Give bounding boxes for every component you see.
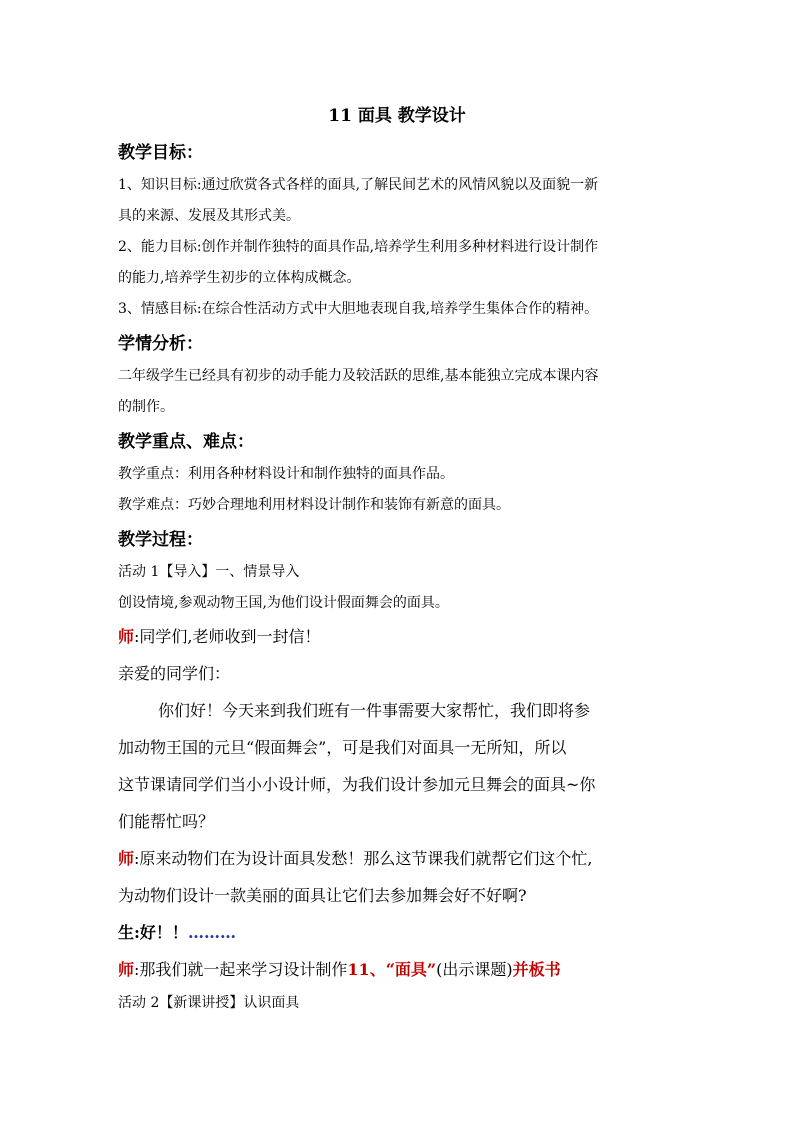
keypoint-line: 教学难点：巧妙合理地利用材料设计制作和装饰有新意的面具。: [118, 497, 510, 513]
teacher-text: :原来动物们在为设计面具发愁！那么这节课我们就帮它们这个忙,: [134, 849, 593, 868]
teacher-label: 师: [118, 960, 135, 979]
student-line: [118, 920, 236, 943]
goal-line: 3、情感目标:在综合性活动方式中大胆地表现自我,培养学生集体合作的精神。: [118, 301, 599, 317]
lesson-title-ref: 11、“面具”: [347, 960, 437, 979]
letter-greeting: 亲爱的同学们：: [118, 664, 231, 683]
teacher-line-3: [118, 957, 561, 980]
analysis-line: 二年级学生已经具有初步的动手能力及较活跃的思维,基本能独立完成本课内容: [118, 368, 599, 384]
teacher-text: :那我们就一起来学习设计制作: [134, 960, 348, 979]
document-title: 11 面具 教学设计: [328, 106, 466, 126]
goal-line: 1、知识目标:通过欣赏各式各样的面具,了解民间艺术的风情风貌以及面貌一新: [118, 177, 599, 193]
letter-line: 这节课请同学们当小小设计师，为我们设计参加元旦舞会的面具~你: [118, 775, 596, 794]
teacher-label: 师: [118, 627, 135, 646]
ellipsis-dots: ………: [187, 923, 236, 942]
teacher-text-post: 并板书: [512, 960, 561, 979]
teacher-line-2: [118, 846, 593, 869]
teacher-label: 师: [118, 849, 135, 868]
keypoint-line: 教学重点：利用各种材料设计和制作独特的面具作品。: [118, 466, 454, 482]
process-heading: 教学过程：: [118, 530, 203, 550]
letter-line: 加动物王国的元旦“假面舞会”，可是我们对面具一无所知，所以: [118, 738, 567, 757]
student-text: :好！！: [134, 923, 188, 942]
teacher-line-2-cont: 为动物们设计一款美丽的面具让它们去参加舞会好不好啊?: [118, 886, 527, 905]
teacher-aside: (出示课题): [436, 960, 513, 979]
activity-2-title: 活动 2【新课讲授】认识面具: [118, 995, 300, 1011]
activity-1-title: 活动 1【导入】一、情景导入: [118, 564, 300, 580]
letter-line: 们能帮忙吗？: [118, 812, 215, 831]
teacher-line-1: [118, 624, 321, 647]
goal-line: 的能力,培养学生初步的立体构成概念。: [118, 270, 361, 286]
goal-line: 2、能力目标:创作并制作独特的面具作品,培养学生利用多种材料进行设计制作: [118, 239, 599, 255]
analysis-line: 的制作。: [118, 399, 174, 415]
keypoints-heading: 教学重点、难点：: [118, 432, 254, 452]
goal-line: 具的来源、发展及其形式美。: [118, 208, 300, 224]
analysis-heading: 学情分析：: [118, 334, 203, 354]
teacher-text: :同学们,老师收到一封信！: [134, 627, 321, 646]
student-label: 生: [118, 923, 135, 942]
letter-line: 你们好！今天来到我们班有一件事需要大家帮忙，我们即将参: [158, 701, 591, 720]
activity-1-desc: 创设情境,参观动物王国,为他们设计假面舞会的面具。: [118, 595, 449, 611]
goals-heading: 教学目标：: [118, 143, 203, 163]
